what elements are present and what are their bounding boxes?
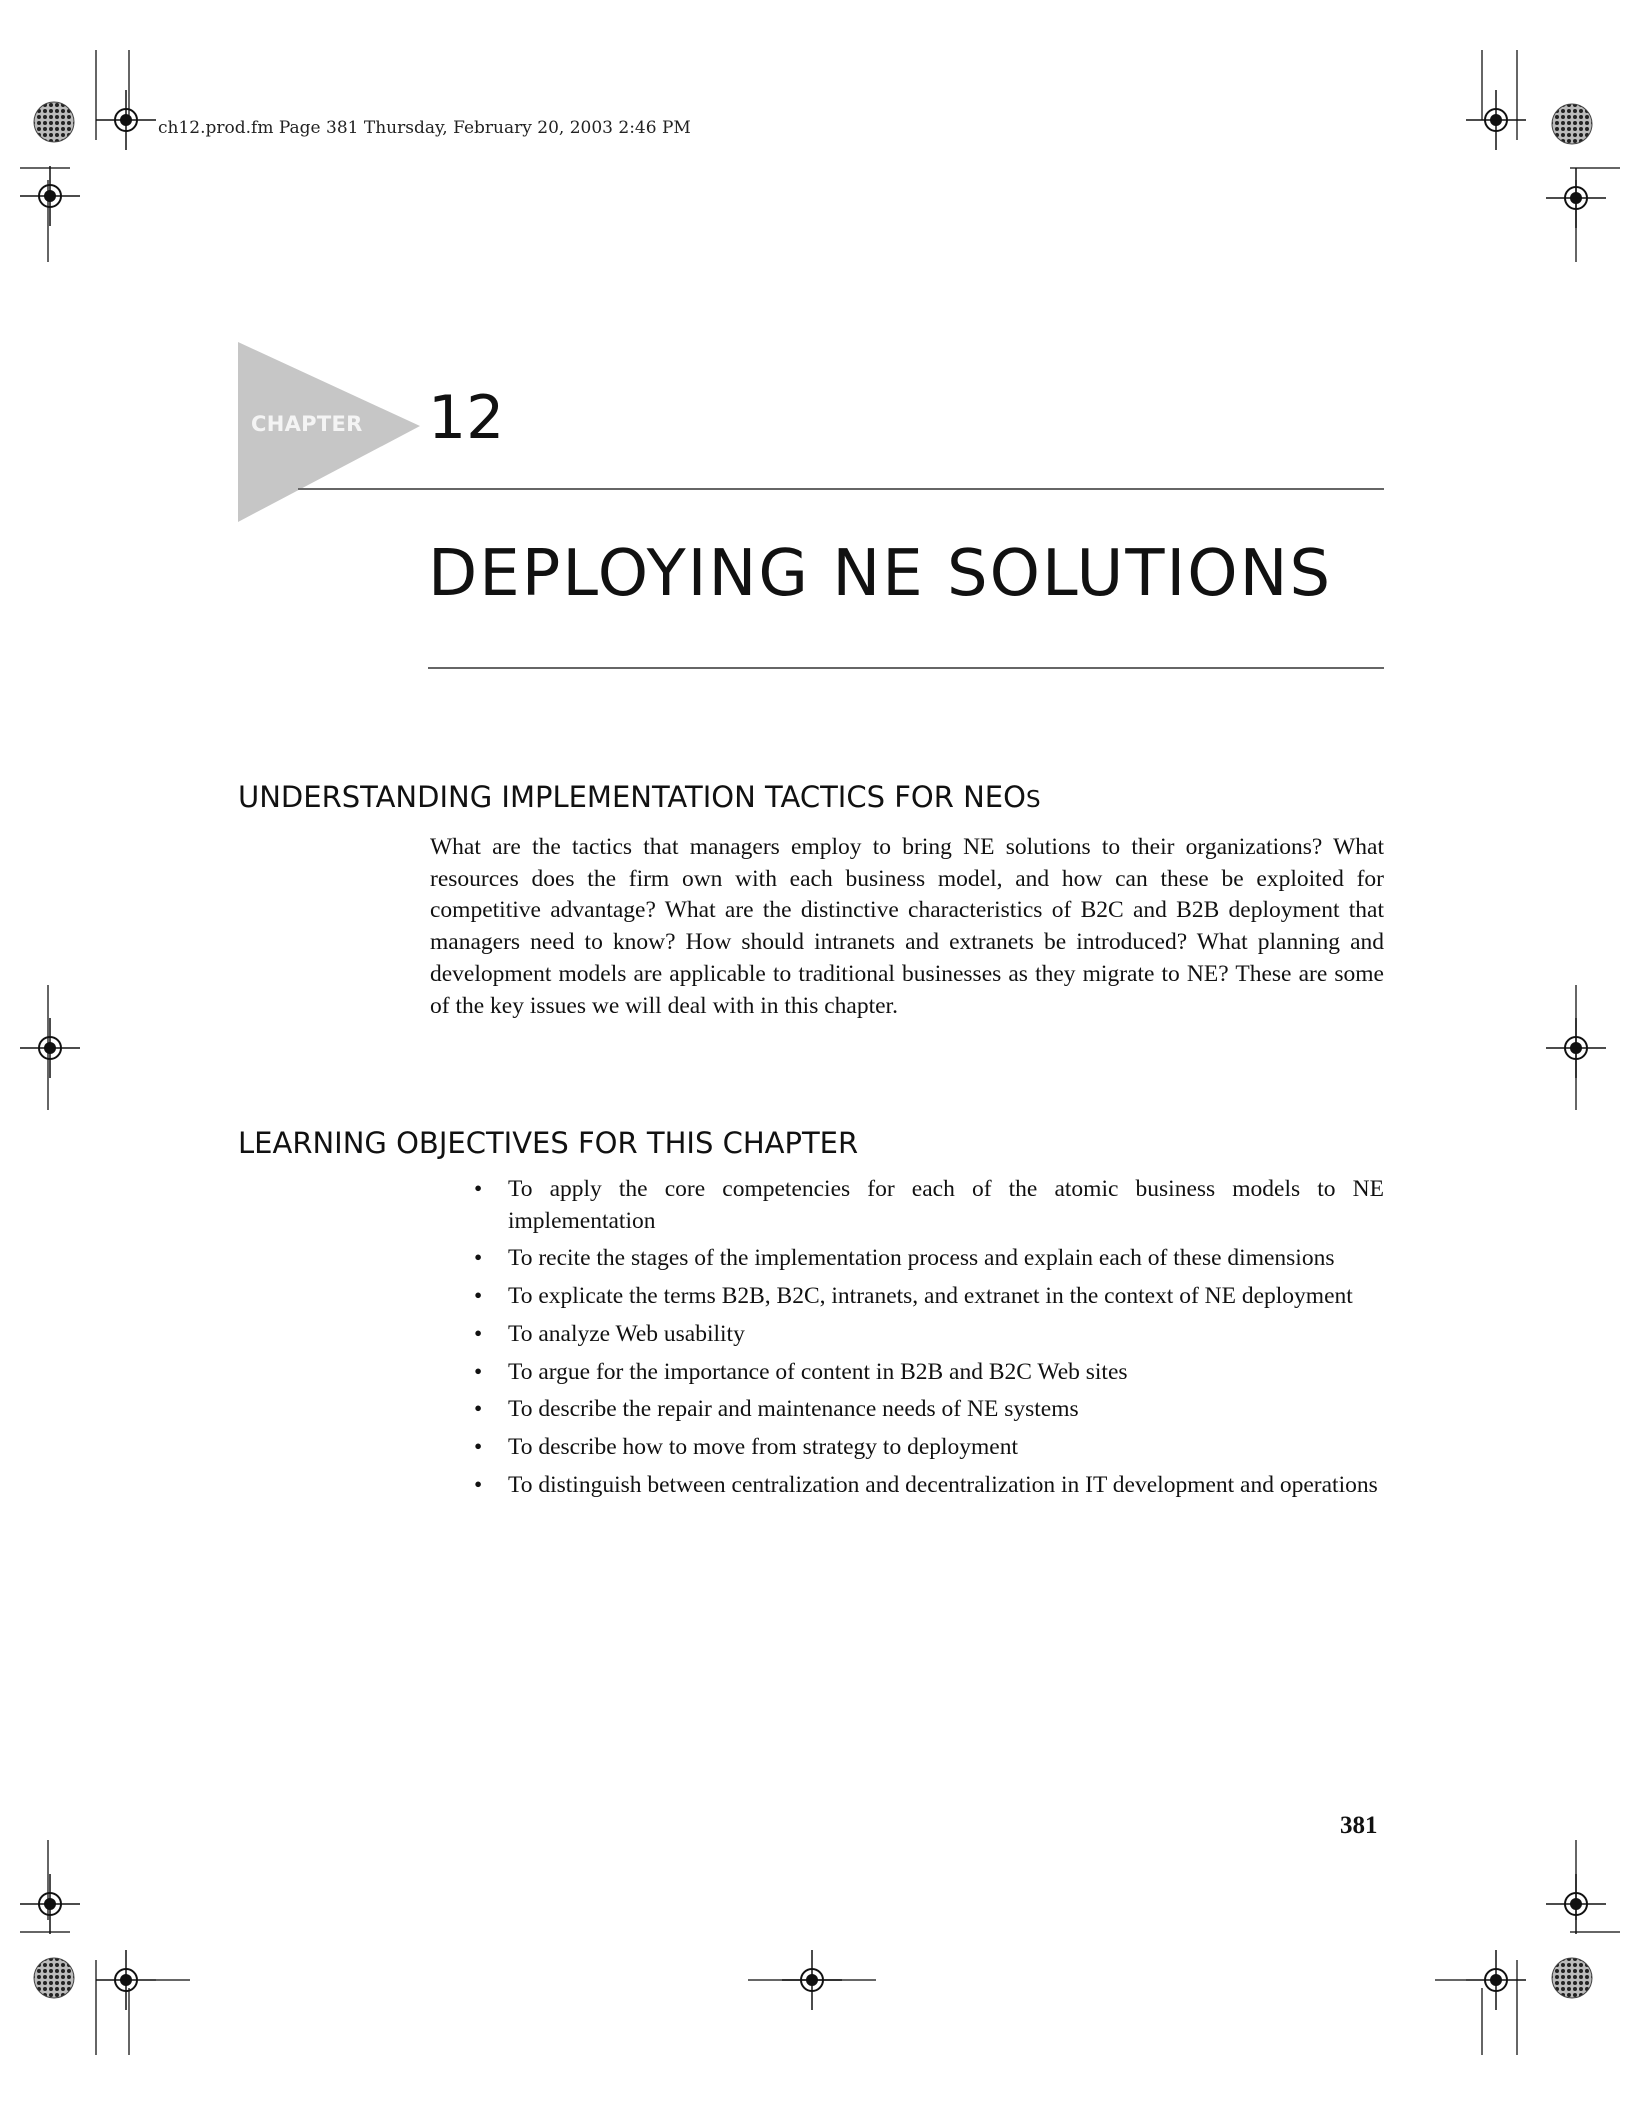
list-item-text: To explicate the terms B2B, B2C, intranets, and extranet in the context of NE deployment [508,1283,1353,1310]
bullet-icon: • [474,1320,483,1347]
mid-left-crop-marks [20,985,80,1110]
bullet-icon: • [474,1471,483,1498]
bullet-icon: • [474,1433,483,1460]
list-item-text: To distinguish between centralization and decentralization in IT development and operations [508,1471,1378,1498]
list-item-text: To apply the core competencies for each of the atomic business models to NE implementation [508,1176,1384,1234]
bullet-icon: • [474,1245,483,1272]
top-right-crop-marks [1466,50,1620,262]
list-item [474,1243,1384,1275]
list-item-text: To recite the stages of the implementation process and explain each of these dimensions [508,1245,1335,1272]
bullet-icon: • [474,1283,483,1310]
section-heading-suffix: S [1025,787,1041,813]
section-heading-implementation-tactics [238,780,1041,814]
list-item [474,1281,1384,1313]
learning-objectives-list [476,1174,1384,1507]
list-item-text: To argue for the importance of content in B2B and B2C Web sites [508,1358,1128,1385]
list-item-text: To analyze Web usability [508,1320,745,1347]
chapter-label: CHAPTER [251,412,363,436]
bullet-icon: • [474,1358,483,1385]
list-item [474,1319,1384,1351]
bullet-icon: • [474,1176,483,1202]
bottom-right-crop-marks [1435,1840,1620,2055]
chapter-rule-bottom [428,667,1384,669]
list-item [474,1432,1384,1464]
chapter-rule-top [298,488,1384,490]
list-item [474,1174,1384,1237]
chapter-number: 12 [428,383,505,453]
print-slug-line: ch12.prod.fm Page 381 Thursday, February 20, 2003 2:46 PM [158,118,691,138]
bottom-left-crop-marks [20,1840,190,2055]
bullet-icon: • [474,1396,483,1423]
list-item-text: To describe how to move from strategy to deployment [508,1433,1019,1460]
intro-paragraph: What are the tactics that managers employ to bring NE solutions to their organizations? What resources does the firm own with each business model, and how can these be exploited for competitive advantage? What are the distinctive characteristics of B2C and B2B deployment that managers need to know? How should intranets and extranets be introduced? What planning and development models are applicable to traditional businesses as they migrate to NE? These are some of the key issues we will deal with in this chapter. [430,834,1384,1019]
bottom-center-crop-marks [748,1950,876,2010]
list-item [474,1394,1384,1426]
list-item [474,1357,1384,1389]
top-left-crop-marks [20,50,156,262]
page-number: 381 [1340,1812,1378,1839]
section-heading-learning-objectives: LEARNING OBJECTIVES FOR THIS CHAPTER [238,1126,859,1160]
list-item-text: To describe the repair and maintenance needs of NE systems [508,1396,1079,1423]
chapter-title: DEPLOYING NE SOLUTIONS [428,537,1333,611]
list-item [474,1470,1384,1502]
mid-right-crop-marks [1546,985,1606,1110]
section-heading-text: UNDERSTANDING IMPLEMENTATION TACTICS FOR NEO [238,780,1026,814]
